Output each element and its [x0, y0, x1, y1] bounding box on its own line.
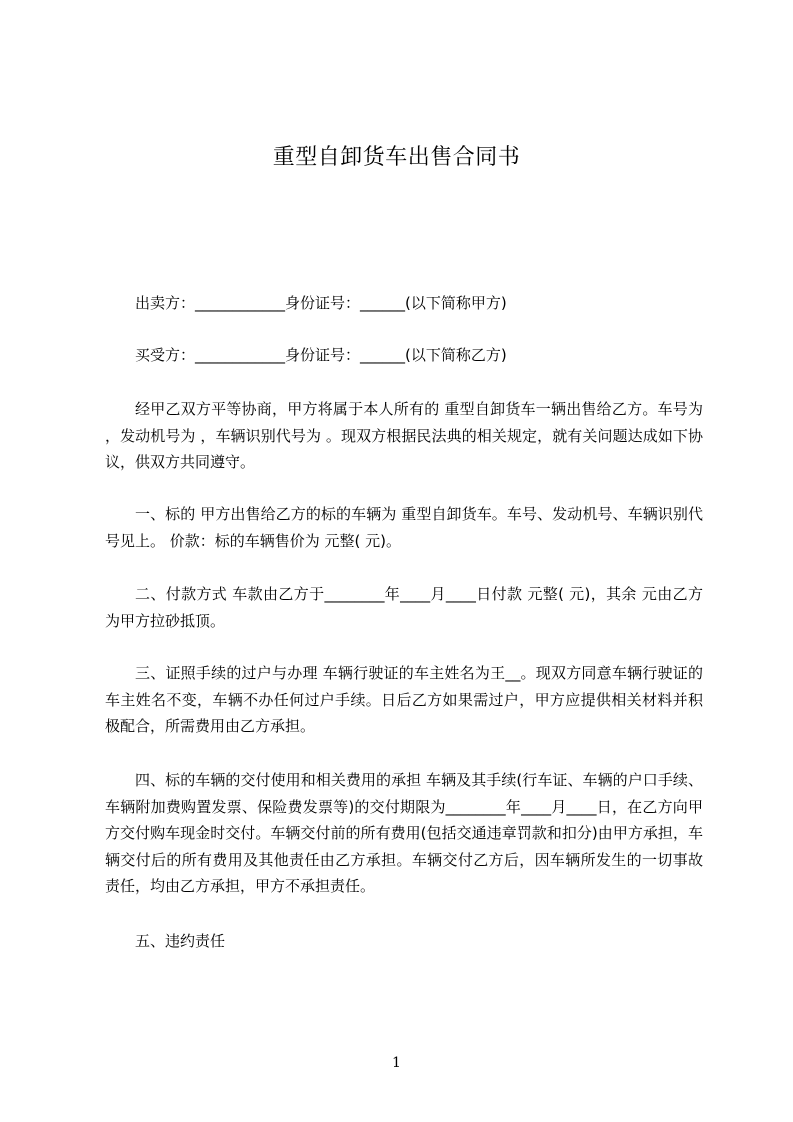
page-number: 1 [392, 1055, 401, 1071]
document-title: 重型自卸货车出售合同书 [272, 145, 521, 170]
section-1-subject: 一、标的 甲方出售给乙方的标的车辆为 重型自卸货车。车号、发动机号、车辆识别代号见上。 价款：标的车辆售价为 元整( 元)。 [105, 505, 703, 550]
section-4-delivery: 四、标的车辆的交付使用和相关费用的承担 车辆及其手续(行车证、车辆的户口手续、车辆附加费购置发票、保险费发票等)的交付期限为________年____月____日，在乙方向甲方交付购车现金时交付。车辆交付前的所有费用(包括交通违章罚款和扣分)由甲方承担，车辆交付后的所有费用及其他责任由乙方承担。车辆交付乙方后，因车辆所发生的一切事故责任，均由乙方承担，甲方不承担责任。 [105, 771, 703, 895]
seller-line: 出卖方：____________身份证号：______(以下简称甲方) [135, 294, 507, 312]
intro-paragraph: 经甲乙双方平等协商，甲方将属于本人所有的 重型自卸货车一辆出售给乙方。车号为 ，发动机号为 ，车辆识别代号为 。现双方根据民法典的相关规定，就有关问题达成如下协议，供双方共同遵守。 [105, 400, 703, 471]
buyer-line: 买受方：____________身份证号：______(以下简称乙方) [135, 346, 507, 364]
section-2-payment: 二、付款方式 车款由乙方于________年____月____日付款 元整( 元)，其余 元由乙方为甲方拉砂抵顶。 [105, 585, 703, 630]
section-3-transfer: 三、证照手续的过户与办理 车辆行驶证的车主姓名为王__。现双方同意车辆行驶证的车主姓名不变，车辆不办任何过户手续。日后乙方如果需过户，甲方应提供相关材料并积极配合，所需费用由乙方承担。 [105, 664, 703, 735]
section-5-liability-heading: 五、违约责任 [135, 932, 226, 950]
